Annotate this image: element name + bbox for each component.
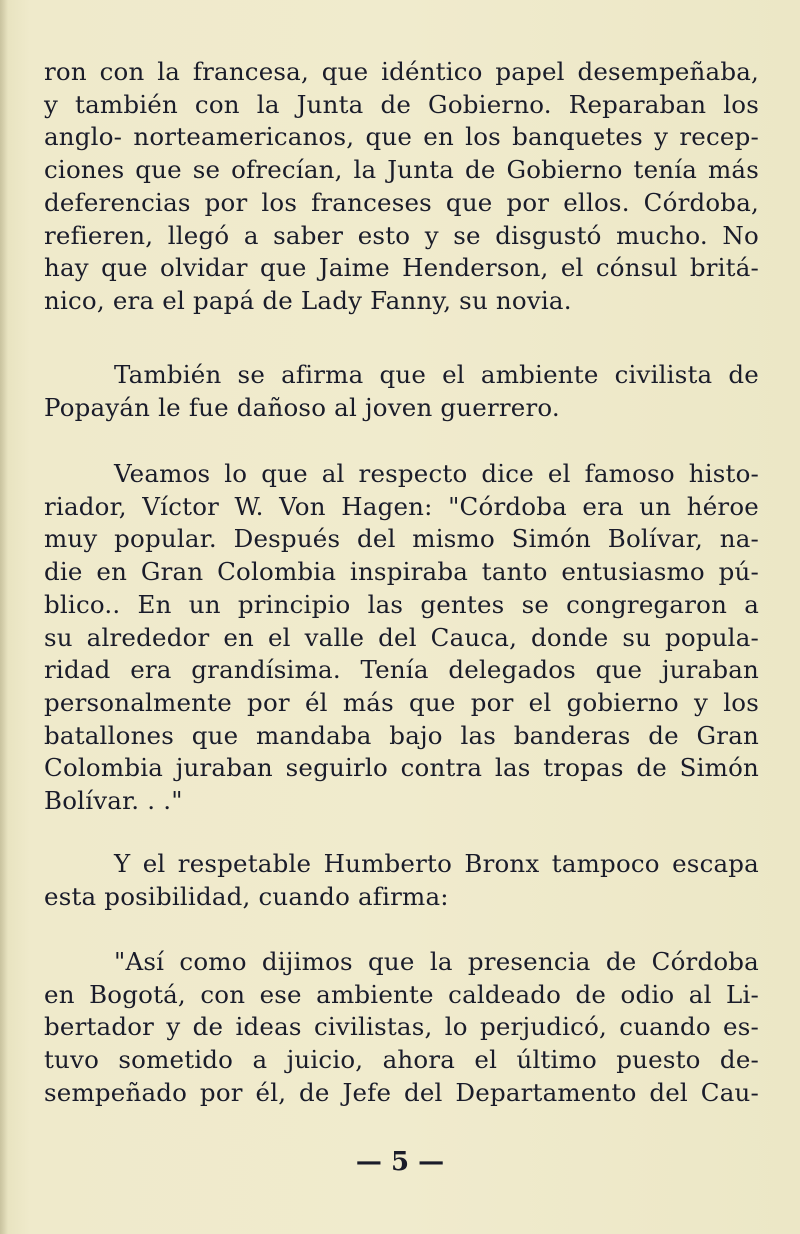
text-line: ciones que se ofrecían, la Junta de Gobierno tenía más — [44, 155, 759, 185]
paragraph-4 — [44, 848, 759, 913]
text-line: muy popular. Después del mismo Simón Bolívar, na- — [44, 524, 759, 554]
text-line: anglo- norteamericanos, que en los banquetes y recep- — [44, 122, 759, 152]
text-line: Colombia juraban seguirlo contra las tropas de Simón — [44, 753, 759, 783]
text-line: hay que olvidar que Jaime Henderson, el cónsul britá- — [44, 253, 759, 283]
text-line: riador, Víctor W. Von Hagen: "Córdoba era un héroe — [44, 491, 759, 521]
text-line: die en Gran Colombia inspiraba tanto entusiasmo pú- — [44, 557, 759, 587]
text-line: batallones que mandaba bajo las banderas de Gran — [44, 720, 759, 750]
paragraph-3 — [44, 458, 759, 818]
text-line: También se afirma que el ambiente civilista de — [114, 360, 759, 389]
text-line: Veamos lo que al respecto dice el famoso histo- — [114, 459, 759, 488]
text-line: tuvo sometido a juicio, ahora el último puesto de- — [44, 1045, 759, 1075]
text-line: esta posibilidad, cuando afirma: — [44, 881, 449, 911]
text-line: ron con la francesa, que idéntico papel desempeñaba, — [44, 57, 759, 86]
paragraph-2 — [44, 359, 759, 424]
text-line: Popayán le fue dañoso al joven guerrero. — [44, 392, 560, 422]
text-line: ridad era grandísima. Tenía delegados que juraban — [44, 655, 759, 685]
text-line: deferencias por los franceses que por ellos. Córdoba, — [44, 187, 759, 217]
text-line: su alrededor en el valle del Cauca, donde su popula- — [44, 622, 759, 652]
text-line: refieren, llegó a saber esto y se disgustó mucho. No — [44, 220, 759, 250]
text-line: "Así como dijimos que la presencia de Córdoba — [114, 947, 759, 976]
text-line: sempeñado por él, de Jefe del Departamento del Cau- — [44, 1077, 759, 1107]
paragraph-5 — [44, 946, 759, 1110]
text-line: Bolívar. . ." — [44, 786, 183, 816]
page-binding-shadow — [0, 0, 8, 1234]
text-line: en Bogotá, con ese ambiente caldeado de odio al Li- — [44, 979, 759, 1009]
text-line: nico, era el papá de Lady Fanny, su novia. — [44, 285, 572, 315]
paragraph-1 — [44, 56, 759, 318]
page-number: — 5 — — [355, 1147, 445, 1177]
text-line: bertador y de ideas civilistas, lo perjudicó, cuando es- — [44, 1012, 759, 1042]
text-line: Y el respetable Humberto Bronx tampoco escapa — [114, 849, 759, 878]
text-line: personalmente por él más que por el gobierno y los — [44, 687, 759, 717]
text-line: blico.. En un principio las gentes se congregaron a — [44, 589, 759, 619]
text-line: y también con la Junta de Gobierno. Reparaban los — [44, 89, 759, 119]
